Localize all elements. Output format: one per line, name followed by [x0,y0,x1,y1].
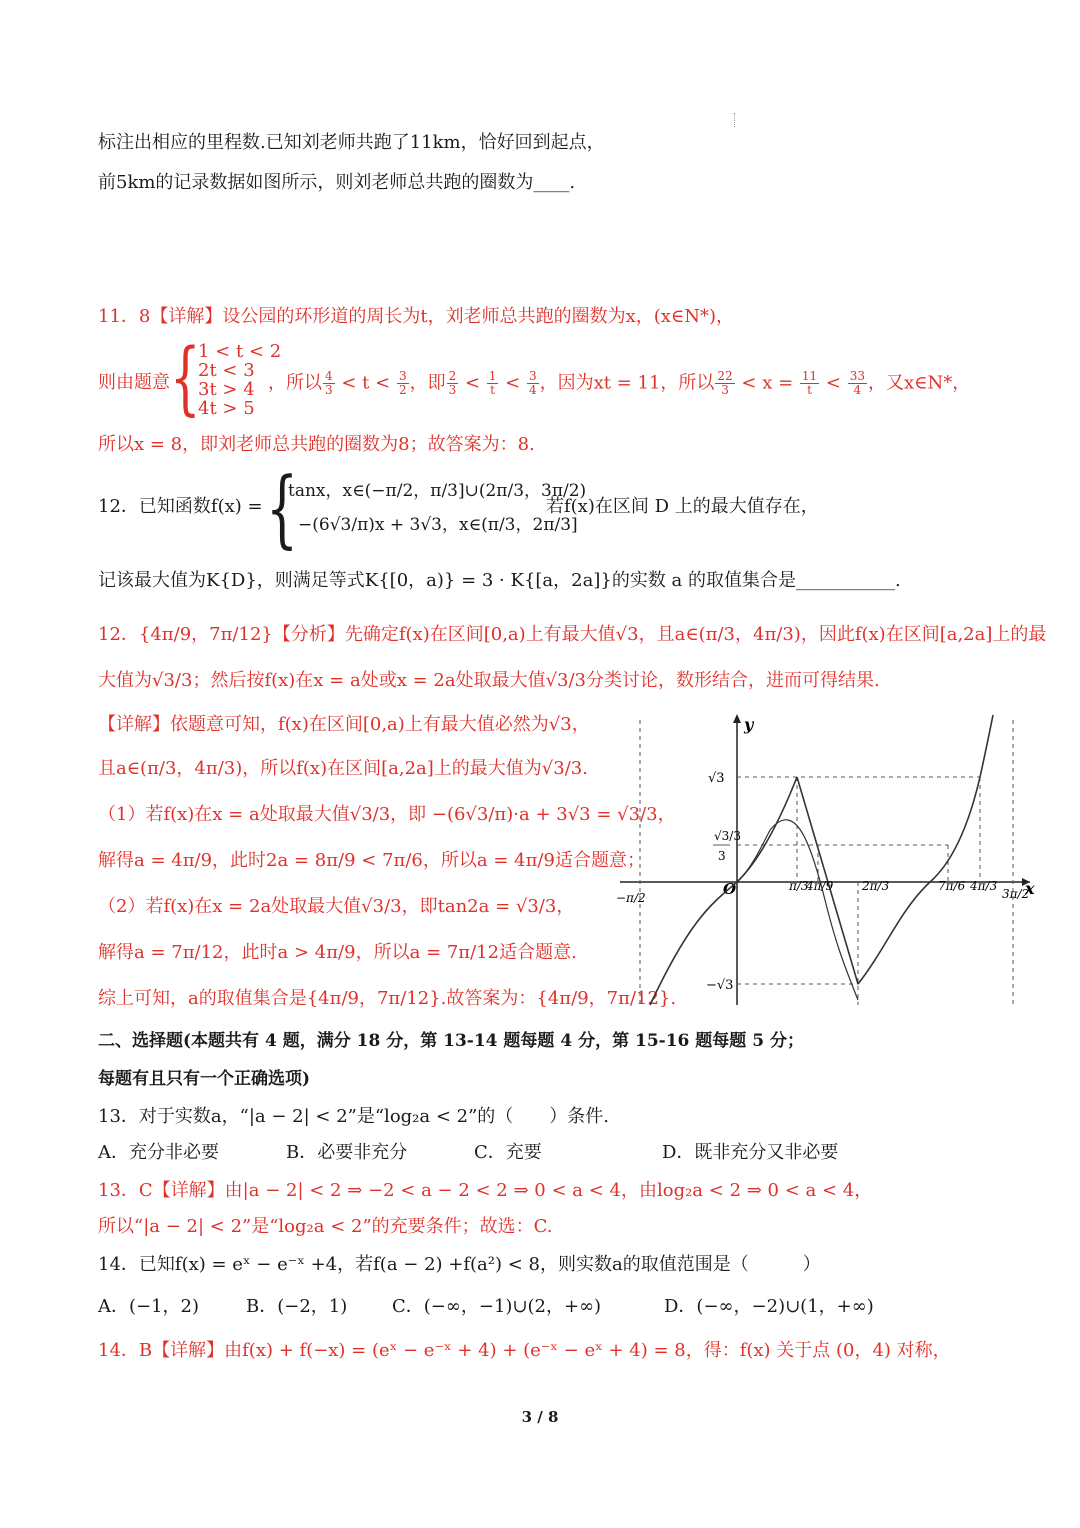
case-item: 4t > 5 [198,398,255,419]
q14-option-d: D．(−∞，−2)∪(1，+∞) [664,1296,874,1317]
q12-case-2: −(6√3/π)x + 3√3，x∈(π/3，2π/3] [298,515,578,535]
header-line-2: 前5km的记录数据如图所示，则刘老师总共跑的圈数为____. [98,172,576,193]
x-tick-label: 4π/3 [970,879,998,893]
y-axis-label: y [744,715,754,734]
x-tick-label: π/3 [789,879,809,893]
x-tick-label: 4π/9 [806,879,834,893]
q11-solution-line-3: 所以x = 8，即刘老师总共跑的圈数为8；故答案为：8. [98,434,535,455]
q13-option-a: A．充分非必要 [98,1142,219,1163]
q12-line-2: 记该最大值为K{D}，则满足等式K{[0，a)} = 3 · K{[a，2a]}的实数 a 的取值集合是___________. [98,570,901,591]
q12-solution-line-9: 综上可知，a的取值集合是{4π/9，7π/12}.故答案为：{4π/9，7π/12}. [98,988,677,1009]
q12-solution-line-7: （2）若f(x)在x = 2a处取最大值√3/3，即tan2a = √3/3， [98,896,575,917]
y-tick-label: √3 [708,771,725,786]
x-tick-label: 7π/6 [938,879,966,893]
q12-solution-line-6: 解得a = 4π/9，此时2a = 8π/9 < 7π/6，所以a = 4π/9适合题意； [98,850,645,871]
x-tick-label: 2π/3 [862,879,890,893]
case-item: 1 < t < 2 [198,341,282,362]
q11-prefix: 则由题意 [98,372,170,393]
function-graph [610,710,1040,1010]
x-tick-label: −π/2 [616,891,646,905]
q12-solution-line-4: 且a∈(π/3，4π/3)，所以f(x)在区间[a,2a]上的最大值为√3/3. [98,758,588,779]
q13-option-b: B．必要非充分 [286,1142,408,1163]
q12-solution-line-3: 【详解】依题意可知，f(x)在区间[0,a)上有最大值必然为√3， [98,714,590,735]
q12-prefix: 12．已知函数f(x) = [98,496,263,517]
section-2-heading-1: 二、选择题(本题共有 4 题，满分 18 分，第 13-14 题每题 4 分，第 15-16 题每题 5 分； [98,1031,804,1051]
y-tick-label: −√3 [706,978,734,993]
page-number: 3 / 8 [521,1408,559,1426]
q11-inequalities: ，所以 $\frac{4}{3}$ < t < $\frac{3}{2}$ ，即 $\frac{2}{3}$ < $\frac{1}{t}$ < $\frac{3}{4}$ ，因为xt = 11，所以 $\frac{22}{3}$ < x = $\frac{11}{t}$ < $\frac{33}{4}$ ，又x∈N*， [268,369,971,397]
tan-branch-extra [737,830,770,882]
q12-solution-line-5: （1）若f(x)在x = a处取最大值√3/3，即 −(6√3/π)·a + 3√3 = √3/3， [98,804,676,825]
q14-option-b: B．(−2，1) [246,1296,348,1317]
q14-option-c: C．(−∞，−1)∪(2，+∞) [392,1296,602,1317]
case-item: 3t > 4 [198,379,255,400]
y-axis-arrow [733,714,741,723]
q13-stem: 13．对于实数a，“|a − 2| < 2”是“log₂a < 2”的（ ）条件. [98,1106,610,1127]
header-line-1: 标注出相应的里程数.已知刘老师共跑了11km，恰好回到起点， [98,132,605,153]
x-axis-label: x [1025,879,1035,898]
tan-continuation [770,820,858,1000]
q13-solution-line-2: 所以“|a − 2| < 2”是“log₂a < 2”的充要条件；故选：C. [98,1216,553,1237]
q12-solution-line-8: 解得a = 7π/12，此时a > 4π/9，所以a = 7π/12适合题意. [98,942,577,963]
q14-option-a: A．(−1，2) [98,1296,200,1317]
tan-branch-2 [858,715,993,984]
margin-mark [734,113,736,127]
q13-option-d: D．既非充分又非必要 [662,1142,839,1163]
svg-text:3: 3 [718,849,726,863]
cases-brace: { [170,331,201,424]
q12-solution-line-2: 大值为√3/3；然后按f(x)在x = a处或x = 2a处取最大值√3/3分类讨论，数形结合，进而可得结果. [98,670,880,691]
case-item: 2t < 3 [198,360,255,381]
q13-option-c: C．充要 [474,1142,542,1163]
section-2-heading-2: 每题有且只有一个正确选项) [98,1069,311,1089]
x-tick-label: 3π/2 [1002,887,1030,901]
q14-stem: 14．已知f(x) = eˣ − e⁻ˣ +4，若f(a − 2) +f(a²) < 8，则实数a的取值范围是（ ） [98,1254,821,1275]
q13-solution-line-1: 13．C【详解】由|a − 2| < 2 ⇒ −2 < a − 2 < 2 ⇒ 0 < a < 4，由log₂a < 2 ⇒ 0 < a < 4， [98,1180,873,1201]
origin-label: O [723,880,737,898]
q12-brace: { [266,459,299,557]
q12-solution-line-1: 12．{4π/9，7π/12}【分析】先确定f(x)在区间[0,a)上有最大值√3，且a∈(π/3，4π/3)，因此f(x)在区间[a,2a]上的最 [98,624,1047,645]
q11-solution-line-1: 11．8【详解】设公园的环形道的周长为t，刘老师总共跑的圈数为x，(x∈N*)， [98,306,735,327]
q12-case-1: tanx，x∈(−π/2，π/3]∪(2π/3，3π/2) [288,481,587,501]
q12-suffix: 若f(x)在区间 D 上的最大值存在， [546,496,819,517]
q14-solution-line-1: 14．B【详解】由f(x) + f(−x) = (eˣ − e⁻ˣ + 4) + (e⁻ˣ − eˣ + 4) = 8，得：f(x) 关于点 (0，4) 对称， [98,1340,951,1361]
y-tick-label: √3/3 [714,829,741,843]
